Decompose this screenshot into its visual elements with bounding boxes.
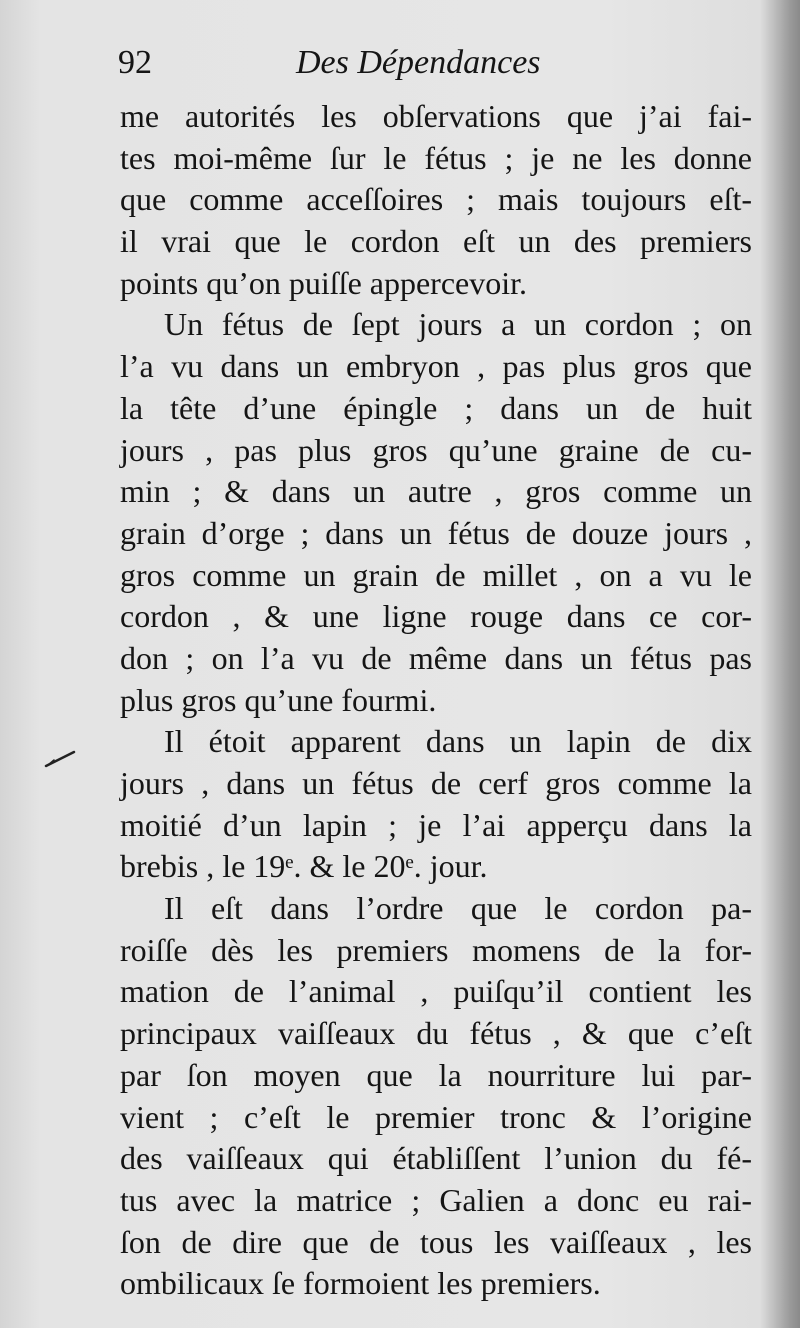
text-line: la tête d’une épingle ; dans un de huit	[120, 389, 752, 426]
text-line: Il eſt dans l’ordre que le cordon pa-	[164, 890, 752, 927]
text-line: don ; on l’a vu de même dans un fétus pas	[120, 639, 752, 676]
text-line: jours , dans un fétus de cerf gros comme la	[120, 765, 752, 801]
text-line: min ; & dans un autre , gros comme un	[120, 473, 752, 510]
text-line: cordon , & une ligne rouge dans ce cor-	[120, 598, 752, 635]
page-number: 92	[118, 44, 152, 81]
text-line: mation de l’animal , puiſqu’il contient les	[120, 973, 752, 1010]
text-line: vient ; c’eſt le premier tronc & l’origine	[120, 1098, 752, 1135]
text-line: grain d’orge ; dans un fétus de douze jours ,	[120, 514, 752, 551]
text-line: gros comme un grain de millet , on a vu le	[120, 556, 752, 593]
text-line: me autorités les obſervations que j’ai fai-	[120, 98, 752, 134]
running-title: Des Dépendances	[296, 44, 541, 81]
text-line: ombilicaux ſe formoient les premiers.	[120, 1265, 601, 1302]
text-line: Un fétus de ſept jours a un cordon ; on	[164, 306, 752, 343]
text-line: l’a vu dans un embryon , pas plus gros que	[120, 348, 752, 385]
text-line: principaux vaiſſeaux du fétus , & que c’eſt	[120, 1015, 752, 1052]
text-line: ſon de dire que de tous les vaiſſeaux , les	[120, 1223, 752, 1260]
text-line: tus avec la matrice ; Galien a donc eu rai-	[120, 1181, 752, 1218]
body-text	[120, 96, 752, 1305]
text-line: plus gros qu’une fourmi.	[120, 681, 437, 718]
text-line: roiſſe dès les premiers momens de la for-	[120, 931, 752, 968]
pencil-mark-icon	[44, 748, 78, 768]
text-line: que comme acceſſoires ; mais toujours eſt-	[120, 181, 752, 218]
text-line: tes moi-même ſur le fétus ; je ne les donne	[120, 139, 752, 176]
text-line: points qu’on puiſſe appercevoir.	[120, 264, 528, 301]
page-header	[118, 38, 758, 88]
text-line: jours , pas plus gros qu’une graine de cu-	[120, 431, 752, 468]
text-line: moitié d’un lapin ; je l’ai apperçu dans la	[120, 806, 752, 843]
text-line: brebis , le 19ᵉ. & le 20ᵉ. jour.	[120, 848, 488, 885]
text-line: par ſon moyen que la nourriture lui par-	[120, 1056, 752, 1093]
text-line: il vrai que le cordon eſt un des premiers	[120, 223, 752, 260]
text-line: Il étoit apparent dans un lapin de dix	[164, 723, 752, 760]
text-line: des vaiſſeaux qui établiſſent l’union du fé-	[120, 1140, 752, 1177]
